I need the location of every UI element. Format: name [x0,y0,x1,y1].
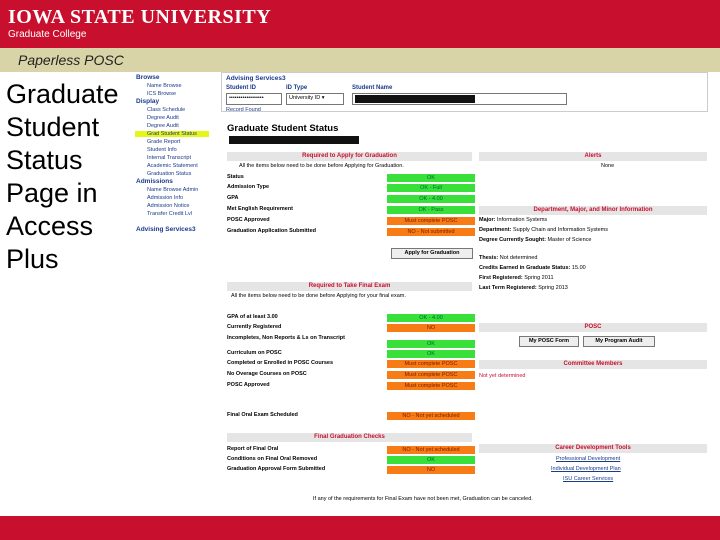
nav-item[interactable]: Student Info [147,147,177,153]
nav-item[interactable]: Name Browse [147,83,182,89]
advising-bar [221,72,708,112]
degree-line [479,237,592,243]
required-grad-note: All the items below need to be done before Applying for Graduation. [239,163,404,169]
status-cell: OK [387,340,475,348]
status-cell: NO - Not yet scheduled [387,446,475,454]
status-cell: Must complete POSC [387,360,475,368]
alerts-value: None [601,163,615,169]
nav-item[interactable]: Academic Statement [147,163,198,169]
alerts-header: Alerts [479,152,707,161]
student-name-field[interactable] [352,93,567,105]
row-label: Graduation Application Submitted [227,228,317,234]
major-value: Information Systems [497,217,548,223]
student-name-label: Student Name [352,85,393,91]
row-label: Report of Final Oral [227,446,279,452]
row-label: Met English Requirement [227,206,294,212]
nav-item[interactable]: Name Browse Admin [147,187,199,193]
last-registered-line [479,285,568,291]
left-nav [133,72,213,516]
nav-section-advising[interactable]: Advising Services3 [136,226,196,233]
row-label: GPA of at least 3.00 [227,314,278,320]
career-link[interactable]: Individual Development Plan [551,466,621,472]
thesis-label: Thesis: [479,255,499,261]
credits-label: Credits Earned in Graduate Status: [479,265,571,271]
nav-section-admissions: Admissions [136,178,173,185]
department-value: Supply Chain and Information Systems [512,227,609,233]
nav-item[interactable]: Degree Audit [147,115,179,121]
nav-item[interactable]: Degree Audit [147,123,179,129]
apply-graduation-button[interactable]: Apply for Graduation [391,248,473,259]
status-cell: OK - 4.00 [387,314,475,322]
required-grad-header: Required to Apply for Graduation [227,152,472,161]
row-label: Status [227,174,244,180]
status-cell: OK [387,350,475,358]
first-registered-label: First Registered: [479,275,523,281]
major-label: Major: [479,217,496,223]
row-label: Completed or Enrolled in POSC Courses [227,360,334,366]
status-cell: Must complete POSC [387,371,475,379]
nav-item[interactable]: ICS Browse [147,91,177,97]
career-header: Career Development Tools [479,444,707,453]
row-label: GPA [227,195,239,201]
status-cell: NO [387,324,475,332]
thesis-line [479,255,537,261]
id-type-select[interactable] [286,93,344,105]
department-header: Department, Major, and Minor Information [479,206,707,215]
nav-item[interactable]: Admission Info [147,195,184,201]
nav-item[interactable]: Admission Notice [147,203,190,209]
nav-section-browse: Browse [136,74,160,81]
credits-line [479,265,586,271]
last-registered-label: Last Term Registered: [479,285,537,291]
college-name: Graduate College [8,29,87,40]
row-label: Final Oral Exam Scheduled [227,412,298,418]
department-line [479,227,608,233]
committee-value: Not yet determined [479,373,526,379]
advising-title: Advising Services3 [226,75,286,82]
nav-item[interactable]: Graduation Status [147,171,192,177]
major-line [479,217,547,223]
committee-header: Committee Members [479,360,707,369]
university-banner [0,0,720,48]
status-cell: OK - 4.00 [387,195,475,203]
nav-item[interactable]: Grade Report [147,139,181,145]
posc-header: POSC [479,323,707,332]
degree-value: Master of Science [547,237,592,243]
final-checks-header: Final Graduation Checks [227,433,472,442]
nav-item[interactable]: Internal Transcript [147,155,192,161]
slide-band [0,48,720,72]
department-label: Department: [479,227,512,233]
status-cell: OK - Pass [387,206,475,214]
row-label: POSC Approved [227,217,270,223]
student-name-redaction [229,136,359,144]
id-type-label: ID Type [286,85,308,91]
status-cell: NO [387,466,475,474]
student-id-label: Student ID [226,85,256,91]
record-found-text: Record Found [226,107,261,113]
first-registered-value: Spring 2011 [524,275,554,281]
row-label: Curriculum on POSC [227,350,282,356]
first-registered-line [479,275,554,281]
row-label: Conditions on Final Oral Removed [227,456,318,462]
career-link[interactable]: ISU Career Services [563,476,614,482]
status-cell: OK [387,174,475,182]
career-link[interactable]: Professional Development [556,456,621,462]
status-cell: NO - Not submitted [387,228,475,236]
status-cell: OK - Full [387,184,475,192]
my-program-audit-button[interactable]: My Program Audit [583,336,655,347]
nav-item-grad-student-status[interactable]: Grad Student Status [135,131,209,137]
row-label: POSC Approved [227,382,270,388]
redaction [355,95,475,103]
row-label: No Overage Courses on POSC [227,371,307,377]
row-label: Admission Type [227,184,270,190]
chevron-down-icon: ▾ [320,95,325,101]
nav-item[interactable]: Transfer Credit Lvl [147,211,193,217]
final-exam-note: All the items below need to be done before Applying for your final exam. [231,293,406,299]
access-plus-screenshot [133,72,708,516]
status-cell: NO - Not yet scheduled [387,412,475,420]
page-title: Graduate Student Status [227,123,339,134]
credits-value: 15.00 [571,265,586,271]
nav-section-display: Display [136,98,160,105]
my-posc-form-button[interactable]: My POSC Form [519,336,579,347]
status-cell: OK [387,456,475,464]
status-cell: Must complete POSC [387,382,475,390]
band-title: Paperless POSC [18,52,124,68]
nav-item[interactable]: Class Schedule [147,107,186,113]
degree-label: Degree Currently Sought: [479,237,546,243]
student-id-input[interactable]: •••••••••••••••••• [226,93,282,105]
footer-bar [0,516,720,540]
row-label: Currently Registered [227,324,282,330]
last-registered-value: Spring 2013 [538,285,568,291]
status-cell: Must complete POSC [387,217,475,225]
row-label: Incompletes, Non Reports & Ls on Transcript [227,335,345,341]
thesis-value: Not determined [499,255,538,261]
id-type-value: University ID [289,95,321,101]
slide-title: Graduate Student Status Page in Access Plus [6,79,119,274]
university-logo: IOWA STATE UNIVERSITY [8,6,272,28]
footer-note: If any of the requirements for Final Exam have not been met, Graduation can be canceled. [313,496,533,502]
row-label: Graduation Approval Form Submitted [227,466,326,472]
final-exam-header: Required to Take Final Exam [227,282,472,291]
main-panel [221,72,708,516]
